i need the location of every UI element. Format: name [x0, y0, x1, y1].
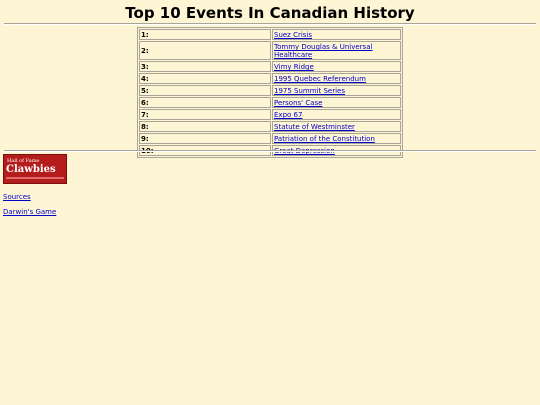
event-link[interactable]: Expo 67 [274, 111, 303, 119]
table-row [139, 97, 401, 108]
event-cell [272, 109, 401, 120]
event-link[interactable]: Patriation of the Constitution [274, 135, 375, 143]
bottom-divider [4, 150, 536, 152]
event-link[interactable]: Suez Crisis [274, 31, 313, 39]
table-row [139, 85, 401, 96]
table-row [139, 109, 401, 120]
event-rank: 8: [139, 121, 271, 132]
event-link[interactable]: 1995 Quebec Referendum [274, 75, 366, 83]
table-row [139, 41, 401, 60]
clawbies-badge-link[interactable] [3, 154, 67, 184]
event-cell [272, 73, 401, 84]
event-rank: 2: [139, 41, 271, 60]
page-title: Top 10 Events In Canadian History [125, 4, 415, 22]
event-cell [272, 61, 401, 72]
top-divider [4, 23, 536, 25]
event-link[interactable]: Persons' Case [274, 99, 323, 107]
badge-line2: Clawbies [6, 164, 56, 175]
darwins-game-link[interactable]: Darwin's Game [3, 208, 57, 216]
event-link[interactable]: Tommy Douglas & Universal Healthcare [274, 43, 373, 59]
table-row [139, 29, 401, 40]
event-link[interactable]: Great Depression [274, 147, 335, 155]
event-link[interactable]: Statute of Westminster [274, 123, 355, 131]
event-cell [272, 85, 401, 96]
event-link[interactable]: Vimy Ridge [274, 63, 314, 71]
sources-link[interactable]: Sources [3, 193, 31, 201]
event-link[interactable]: 1975 Summit Series [274, 87, 345, 95]
event-rank: 7: [139, 109, 271, 120]
event-cell [272, 121, 401, 132]
event-cell [272, 41, 401, 60]
event-cell [272, 97, 401, 108]
table-row [139, 121, 401, 132]
table-row [139, 133, 401, 144]
event-rank: 5: [139, 85, 271, 96]
event-rank: 1: [139, 29, 271, 40]
event-rank: 10: [139, 145, 271, 156]
table-row [139, 61, 401, 72]
events-table [137, 27, 403, 158]
event-cell [272, 29, 401, 40]
event-rank: 3: [139, 61, 271, 72]
table-row [139, 73, 401, 84]
event-cell [272, 133, 401, 144]
event-rank: 9: [139, 133, 271, 144]
event-rank: 4: [139, 73, 271, 84]
event-rank: 6: [139, 97, 271, 108]
badge-line1: Hall of Fame [7, 158, 40, 164]
badge-stripe [6, 177, 64, 179]
